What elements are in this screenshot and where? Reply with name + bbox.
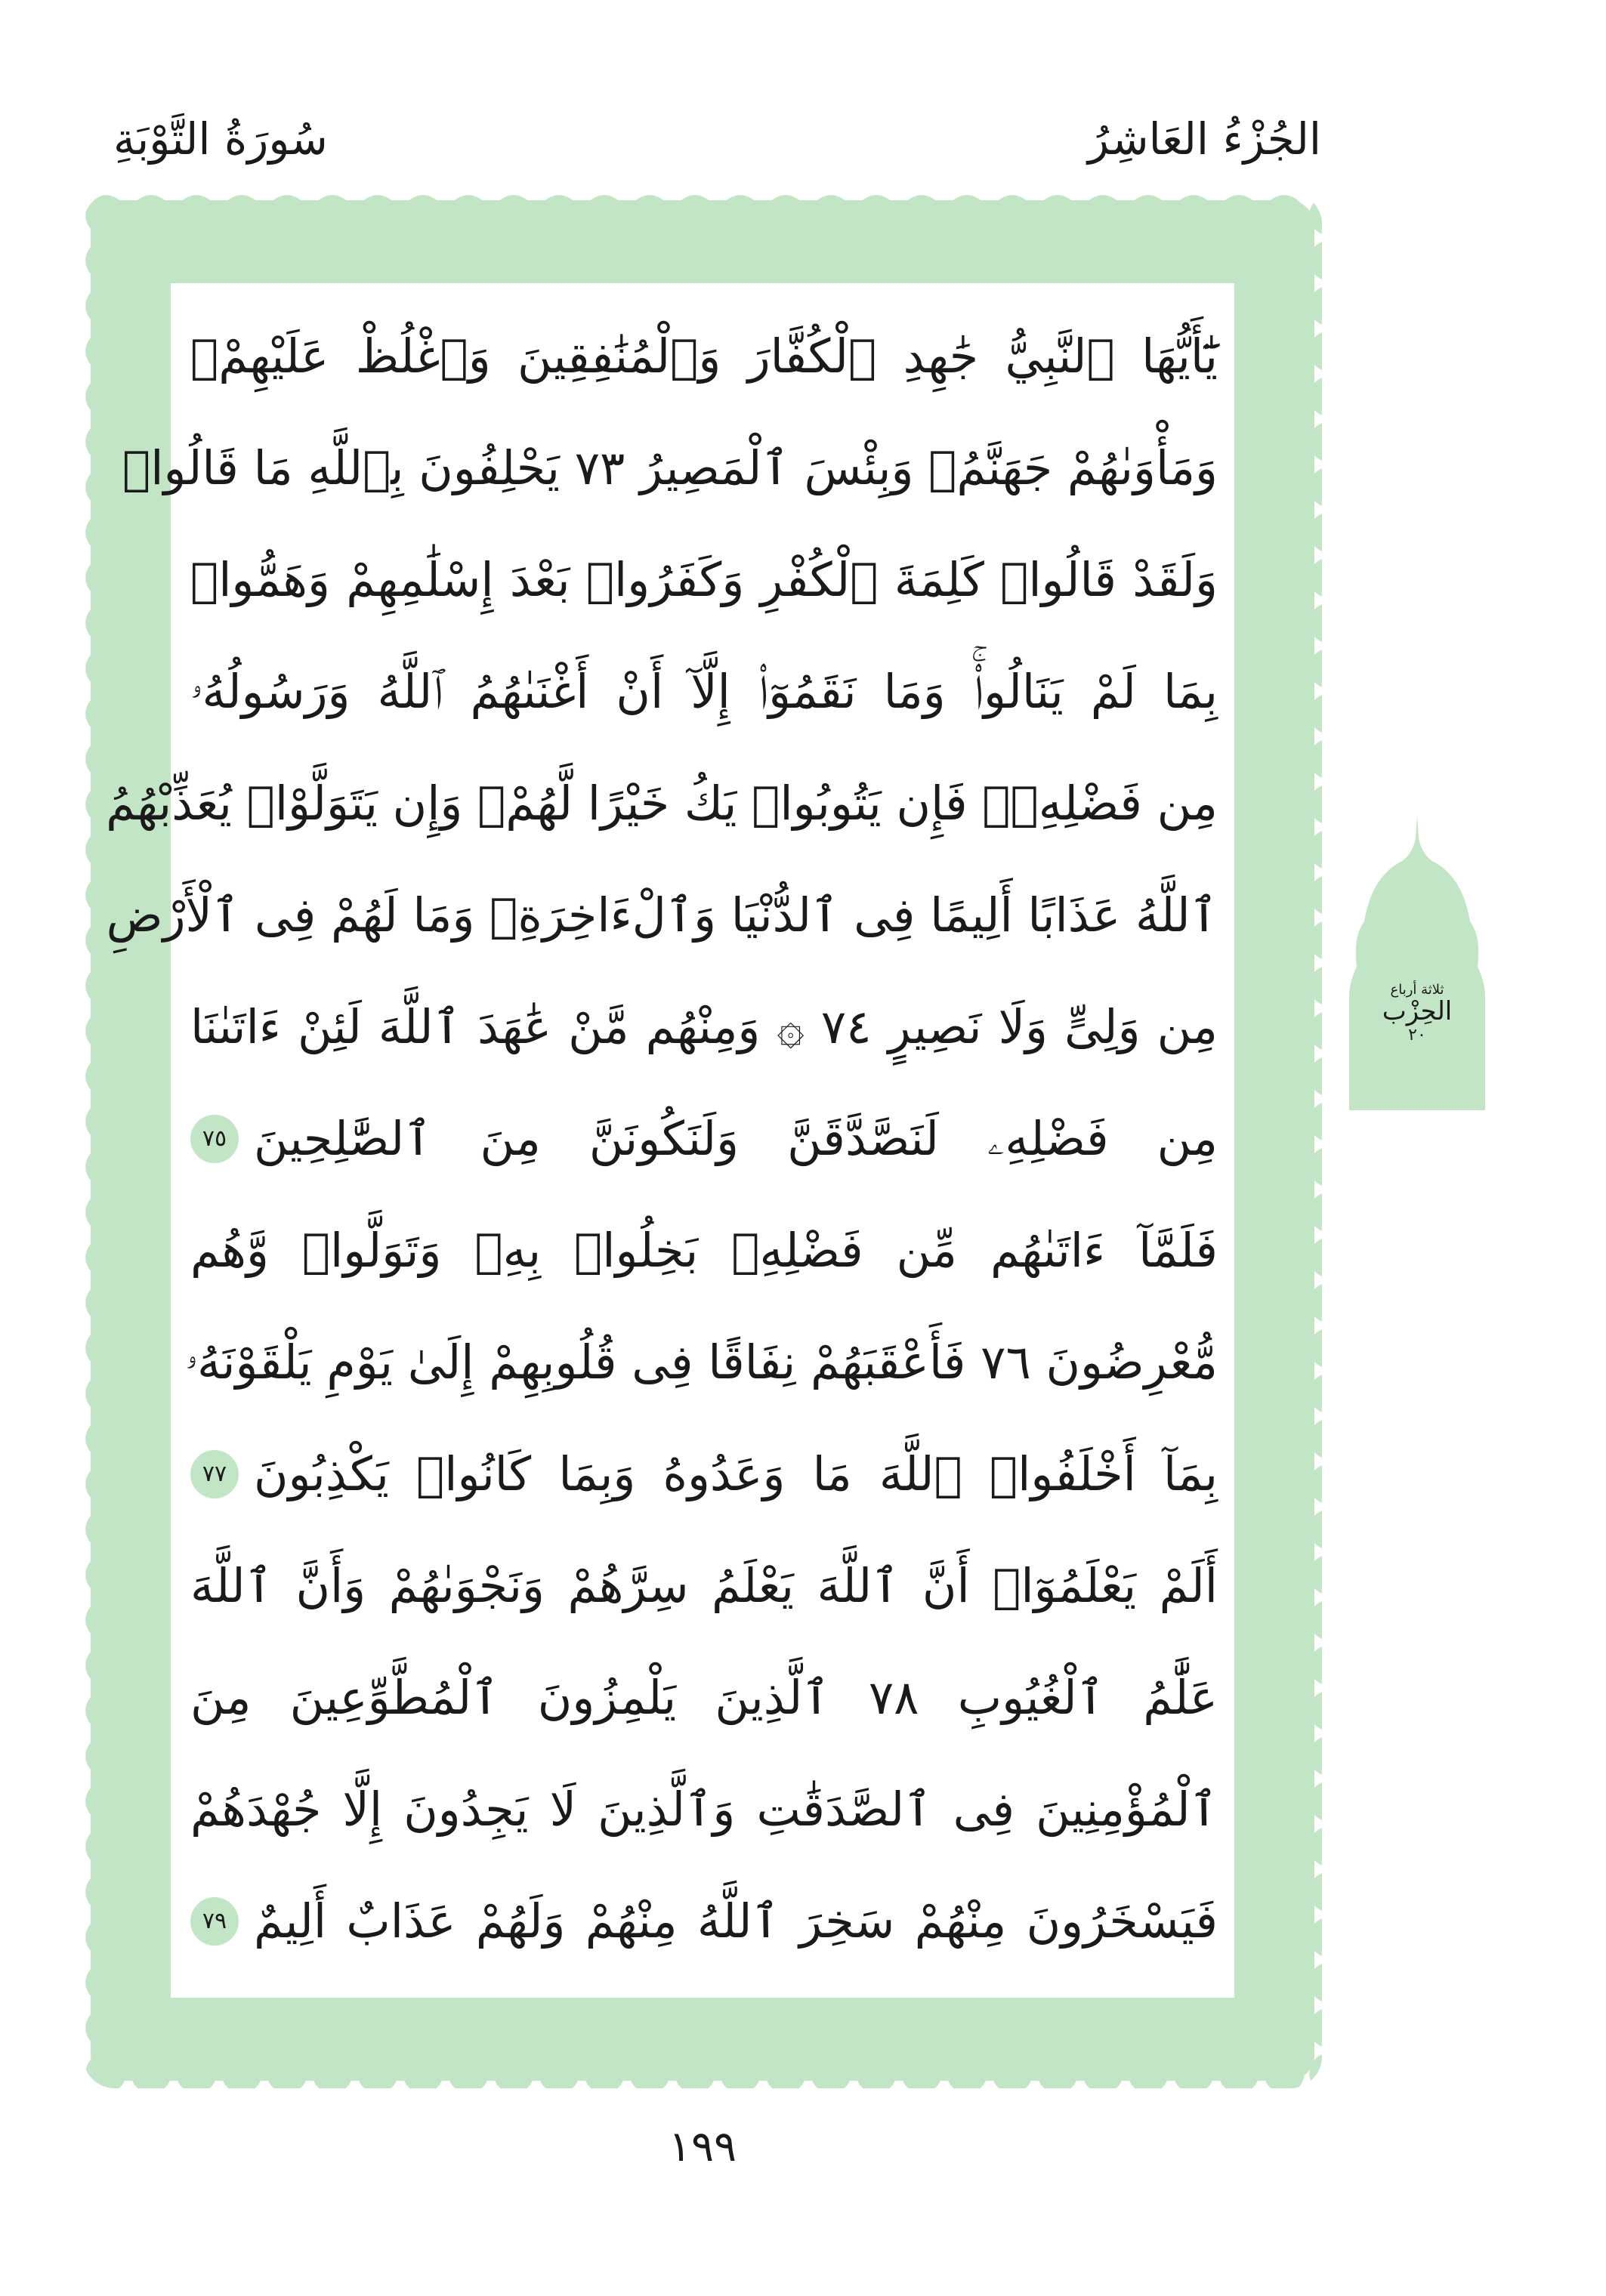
verse-text: عَلَّٰمُ ٱلْغُيُوبِ ٧٨ ٱلَّذِينَ يَلْمِزُونَ ٱلْمُطَّوِّعِينَ مِنَ (190, 1670, 1218, 1725)
verse-text: ٱلْمُؤْمِنِينَ فِى ٱلصَّدَقَٰتِ وَٱلَّذِينَ لَا يَجِدُونَ إِلَّا جُهْدَهُمْ (190, 1782, 1218, 1837)
verse-line (185, 1316, 1218, 1409)
verse-line (190, 1092, 1218, 1186)
verse-text: بِمَآ أَخْلَفُوا۟ ٱللَّهَ مَا وَعَدُوهُ وَبِمَا كَانُوا۟ يَكْذِبُونَ (254, 1446, 1218, 1501)
hizb-fraction: ثلاثة أرباع (1390, 982, 1444, 998)
juz-title: الجُزْءُ العَاشِرُ (1088, 113, 1321, 165)
verse-text: مِن فَضْلِهِۦۚ فَإِن يَتُوبُوا۟ يَكُ خَيْرًا لَّهُمْۖ وَإِن يَتَوَلَّوْا۟ يُعَذِّبْهُمُ (106, 776, 1218, 831)
ayah-number-marker: ٧٩ (190, 1897, 239, 1946)
page-number: ١٩٩ (668, 2122, 737, 2171)
verse-line (106, 757, 1218, 850)
verse-line (106, 869, 1218, 962)
verse-text: مُّعْرِضُونَ ٧٦ فَأَعْقَبَهُمْ نِفَاقًا فِى قُلُوبِهِمْ إِلَىٰ يَوْمِ يَلْقَوْنَهُۥ (185, 1335, 1218, 1390)
verse-line (190, 1427, 1218, 1521)
verse-text: وَمَأْوَىٰهُمْ جَهَنَّمُۖ وَبِئْسَ ٱلْمَصِيرُ ٧٣ يَحْلِفُونَ بِٱللَّهِ مَا قَالُوا۟ (122, 440, 1218, 495)
surah-title: سُورَةُ التَّوْبَةِ (113, 113, 328, 165)
verse-line (190, 1875, 1218, 1968)
verse-text: فَيَسْخَرُونَ مِنْهُمْ سَخِرَ ٱللَّهُ مِنْهُمْ وَلَهُمْ عَذَابٌ أَلِيمٌ (254, 1893, 1218, 1949)
verse-line (122, 421, 1218, 515)
verse-line (190, 645, 1218, 739)
ayah-number-marker: ٧٥ (190, 1115, 239, 1163)
verse-text: بِمَا لَمْ يَنَالُوا۟ۚ وَمَا نَقَمُوٓا۟ إِلَّآ أَنْ أَغْنَىٰهُمُ ٱللَّهُ وَرَسُولُهُۥ (190, 664, 1218, 719)
verse-line (190, 1204, 1218, 1298)
verse-line (190, 1539, 1218, 1633)
verse-text: يَٰٓأَيُّهَا ٱلنَّبِيُّ جَٰهِدِ ٱلْكُفَّارَ وَٱلْمُنَٰفِقِينَ وَٱغْلُظْ عَلَيْهِمْۚ (190, 329, 1218, 384)
verse-line (190, 1651, 1218, 1745)
verse-line (190, 1763, 1218, 1856)
verse-text: فَلَمَّآ ءَاتَىٰهُم مِّن فَضْلِهِۦ بَخِلُوا۟ بِهِۦ وَتَوَلَّوا۟ وَّهُم (190, 1223, 1218, 1278)
dome-icon (1349, 816, 1485, 1110)
verse-line (190, 980, 1218, 1074)
hizb-number: ٢٠ (1408, 1026, 1426, 1045)
verse-text: مِن وَلِىٍّ وَلَا نَصِيرٍ ٧٤ ۞ وَمِنْهُم مَّنْ عَٰهَدَ ٱللَّهَ لَئِنْ ءَاتَىٰنَا (190, 999, 1218, 1054)
verse-text: وَلَقَدْ قَالُوا۟ كَلِمَةَ ٱلْكُفْرِ وَكَفَرُوا۟ بَعْدَ إِسْلَٰمِهِمْ وَهَمُّوا۟ (190, 552, 1218, 607)
verse-text: أَلَمْ يَعْلَمُوٓا۟ أَنَّ ٱللَّهَ يَعْلَمُ سِرَّهُمْ وَنَجْوَىٰهُمْ وَأَنَّ ٱللَّهَ (190, 1558, 1218, 1613)
ayah-number-marker: ٧٧ (190, 1450, 239, 1498)
hizb-label: الحِزْب (1382, 996, 1453, 1026)
hizb-marker (1349, 816, 1485, 1110)
verse-line (190, 310, 1218, 403)
verse-line (190, 533, 1218, 627)
verse-text: مِن فَضْلِهِۦ لَنَصَّدَّقَنَّ وَلَنَكُونَنَّ مِنَ ٱلصَّٰلِحِينَ (254, 1111, 1218, 1166)
verse-text: ٱللَّهُ عَذَابًا أَلِيمًا فِى ٱلدُّنْيَا وَٱلْءَاخِرَةِۚ وَمَا لَهُمْ فِى ٱلْأَرْضِ (106, 887, 1218, 943)
